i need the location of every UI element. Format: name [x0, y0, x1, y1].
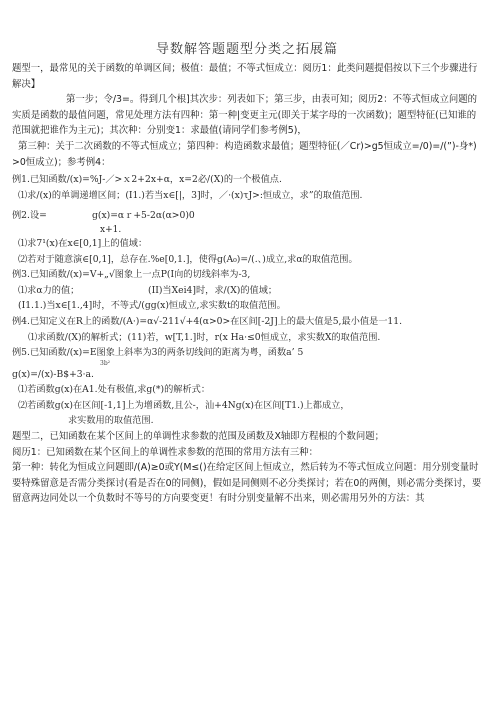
paragraph-method-3-4: 第三种：关于二次函数的不等式恒成立；第四种：构造函数求最值；题型特征(／Cr)>g5恒成立=/0)=/(”)-身*)>0恒成立)；参考例4： [12, 140, 477, 168]
example-1-statement: 例1.已知函数/(x)=%J-／>ｘ2+2x+α，x=2必/(X)的一个极值点. [12, 174, 282, 186]
paragraph-method-1: 第一种：转化为恒成立问题即/(A)≥0或Y(M≤()在给定区间上恒成立，然后转为不等式恒成立问题：用分别变量时要特殊留意是否需分类探讨(看是否在0的同侧)，假如是同侧则不必分类探讨；若在0的两侧，则必需分类探讨，要留意两边同处以一个负数时不等号的方向要变更！有时分别变量解不出来，则必需用另外的方法：其 [12, 462, 482, 505]
example-2-q2: ⑵若对于随意演∈[0,1]，总存在.%e[0,1.]，使得g(A₀)=/(.、)成立,求α的取值范围。 [18, 253, 358, 265]
example-3-q-row [12, 283, 482, 299]
example-3-q1: ⑴求α力的值； [18, 284, 80, 296]
example-5-statement: 例5.已知函数/(x)=E图象上斜率为3的两条切线间的距离为粤，函数a’ 5 [12, 347, 304, 359]
example-2-denominator: x+1. [100, 224, 122, 235]
example-5-g-function: g(x)=/(x)-B$+3·a. [12, 368, 94, 380]
example-2-label: 例2.设= [12, 210, 47, 222]
example-4-statement: 例4.已知定义在R上的函数/(A·)=α√-211√+4(α>0>在区间[-2J]上的最大值是5,最小值是一11. [12, 315, 403, 327]
example-5-superscript: 3b² [100, 359, 111, 367]
example-2-g-function: g(x)=αｒ+5-2α(α>0)0 [92, 210, 195, 222]
example-2-q1: ⑴求7¹(x)在x∈[0,1]上的值域： [18, 237, 148, 249]
paragraph-type2-intro: 题型二，已知函数在某个区间上的单调性求参数的范围及函数及X轴即方程根的个数问题； [12, 431, 385, 443]
page-title: 导数解答题题型分类之拓展篇 [155, 42, 338, 57]
example-3-statement: 例3.已知函数/(x)=V+„√图象上一点P(I向的切线斜率为-3, [12, 269, 251, 281]
example-5-q2: ⑵若函数g(x)在区间[-1,1]上为增函数,且公-，汕+4Ng(x)在区间[T1.)上都成立， [18, 399, 350, 411]
example-1-questions: ⑴求/(x)的单调递增区间；(I1.)若当x∈[|，3]时，／·(x)τJ>:恒成立，求”的取值范围. [18, 189, 363, 201]
example-4-questions: ⑴求函数/(X)的解析式；(11)若，w[T,1.]时，r(x Ha·≤0恒成立，求实数X的取值范围. [28, 331, 381, 343]
example-5-q2-cont: 求实数用的取值范围. [68, 415, 154, 427]
example-3-q3: (I1.1.)当x∈[1.,4]时，不等式/(gg(x)恒成立,求实数t的取值范围。 [18, 300, 286, 312]
example-5-q1: ⑴若函数g(x)在A1.处有极值,求g(*)的解析式： [18, 384, 211, 396]
paragraph-type1-intro: 题型一，最常见的关于函数的单调区间；极值：最值；不等式恒成立：阅历1：此类问题提倡按以下三个步骤进行解决】 [12, 63, 478, 90]
example-3-q2: (II)当Xei4]时，求/(X)的值域； [148, 284, 278, 296]
paragraph-steps: 第一步；令/3=。得到几个根]其次步：列表如下；第三步，由表可知；阅历2：不等式恒成立问题的实质是函数的最值问题，常见处理方法有四种：第一种|变更主元(即关于某字母的一次函数)；题型特征(已知谁的范围就把谁作为主元)；其次种：分别变1：求最值(请同学们参考例5)， [12, 94, 477, 137]
paragraph-experience-1: 阅历1：已知函数在某个区间上的单调性求参数的范围的常用方法有三种： [12, 446, 318, 458]
